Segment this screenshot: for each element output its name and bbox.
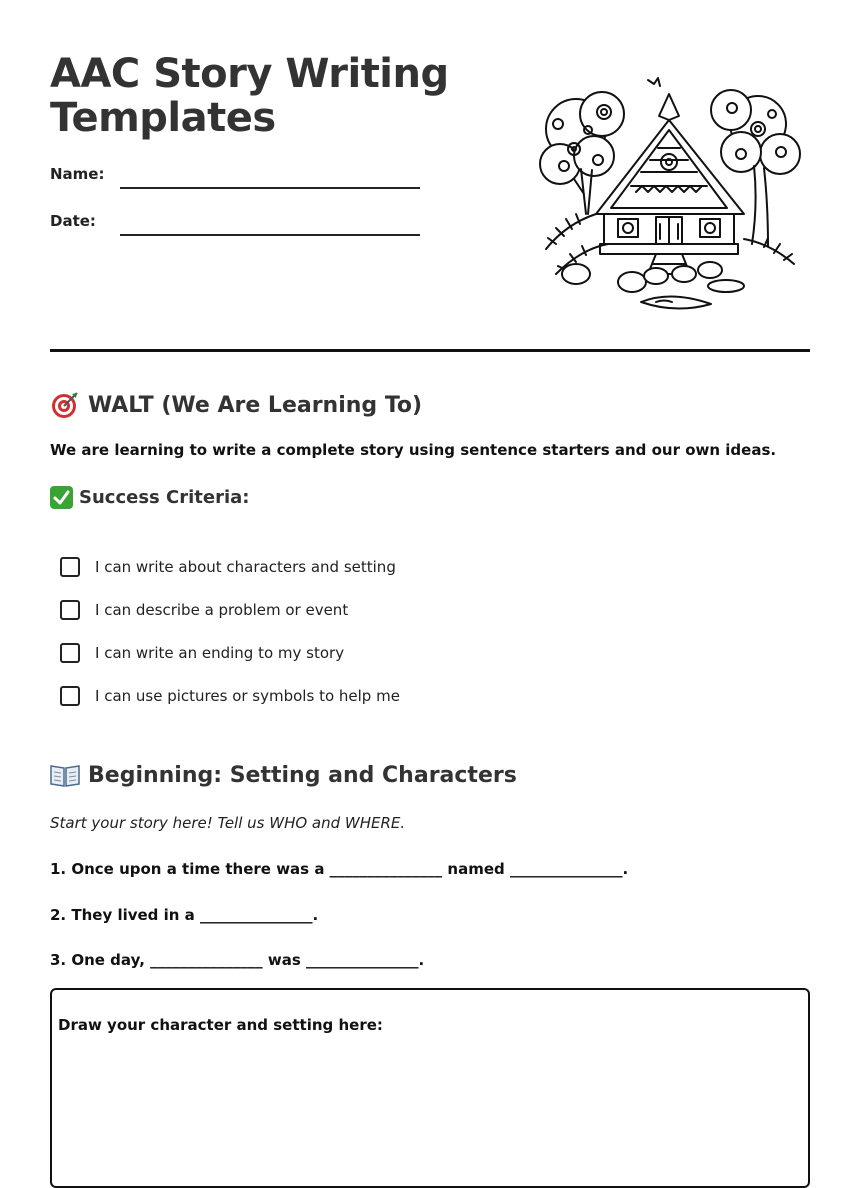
criteria-checkbox[interactable] bbox=[60, 600, 80, 620]
page-title: AAC Story Writing Templates bbox=[50, 51, 449, 141]
target-icon bbox=[50, 390, 80, 420]
beginning-heading-text: Beginning: Setting and Characters bbox=[88, 762, 517, 788]
open-book-icon bbox=[50, 762, 80, 788]
story-prompt-2: 2. They lived in a _______________. bbox=[50, 906, 319, 924]
criteria-label: I can describe a problem or event bbox=[95, 601, 349, 619]
name-write-line[interactable] bbox=[120, 187, 420, 189]
beginning-intro: Start your story here! Tell us WHO and WHERE. bbox=[50, 814, 406, 832]
check-mark-icon bbox=[50, 486, 73, 509]
drawing-box[interactable] bbox=[50, 988, 810, 1188]
criteria-item[interactable] bbox=[60, 600, 348, 620]
criteria-item[interactable] bbox=[60, 686, 400, 706]
walt-heading bbox=[50, 390, 422, 420]
criteria-checkbox[interactable] bbox=[60, 643, 80, 663]
name-label: Name: bbox=[50, 165, 105, 183]
rocks-and-pond bbox=[562, 262, 744, 309]
walt-heading-text: WALT (We Are Learning To) bbox=[88, 392, 423, 418]
criteria-item[interactable] bbox=[60, 643, 344, 663]
drawing-box-label: Draw your character and setting here: bbox=[58, 1016, 383, 1034]
beginning-heading bbox=[50, 762, 517, 788]
house-illustration bbox=[536, 74, 802, 318]
walt-statement: We are learning to write a complete story using sentence starters and our own ideas. bbox=[50, 441, 777, 459]
section-divider bbox=[50, 349, 810, 352]
success-criteria-heading bbox=[50, 486, 249, 509]
date-field[interactable] bbox=[50, 212, 420, 238]
success-criteria-heading-text: Success Criteria: bbox=[79, 487, 250, 508]
criteria-checkbox[interactable] bbox=[60, 686, 80, 706]
criteria-label: I can write about characters and setting bbox=[95, 558, 396, 576]
criteria-label: I can write an ending to my story bbox=[95, 644, 345, 662]
name-field[interactable] bbox=[50, 165, 420, 191]
criteria-label: I can use pictures or symbols to help me bbox=[95, 687, 400, 705]
bird bbox=[648, 78, 660, 86]
story-prompt-1: 1. Once upon a time there was a _______________ named _______________. bbox=[50, 860, 629, 878]
criteria-checkbox[interactable] bbox=[60, 557, 80, 577]
date-write-line[interactable] bbox=[120, 234, 420, 236]
story-prompt-3: 3. One day, _______________ was _______________. bbox=[50, 951, 425, 969]
criteria-item[interactable] bbox=[60, 557, 396, 577]
date-label: Date: bbox=[50, 212, 96, 230]
